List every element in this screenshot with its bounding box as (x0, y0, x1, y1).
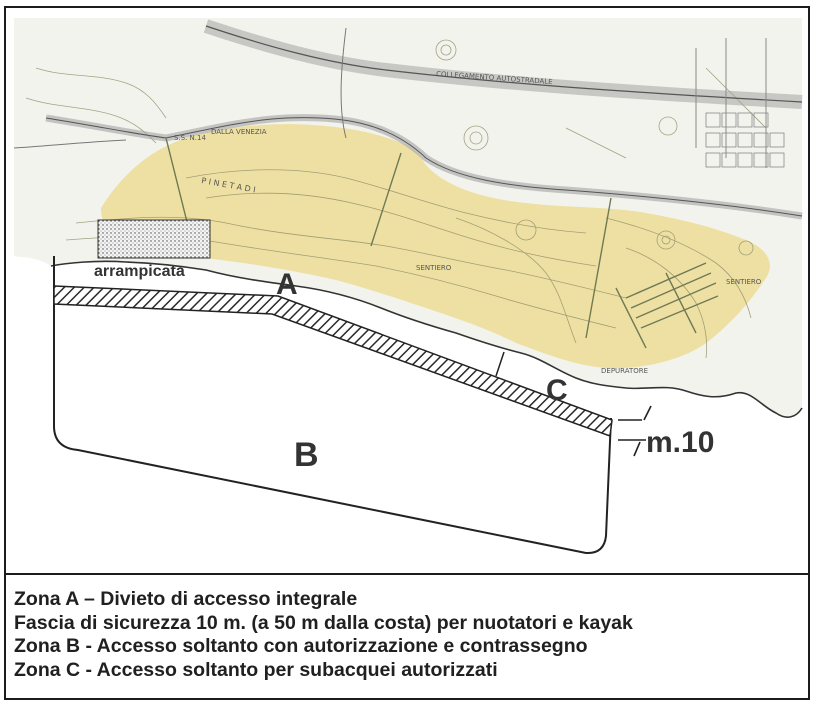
legend-safety-strip: Fascia di sicurezza 10 m. (a 50 m dalla costa) per nuotatori e kayak (14, 611, 633, 634)
arrampicata-label: arrampicata (94, 263, 185, 280)
legend-zone-b: Zona B - Accesso soltanto con autorizzazione e contrassegno (14, 635, 588, 657)
figure-frame (4, 6, 810, 700)
label-pineta: P I N E T A D I (200, 176, 257, 195)
legend (14, 588, 804, 682)
map-legend-divider (6, 573, 808, 575)
label-dalla-venezia: DALLA VENEZIA (211, 128, 267, 136)
zone-b-label: B (294, 436, 319, 474)
zone-c-label: C (546, 374, 568, 407)
label-sentiero: SENTIERO (416, 264, 452, 272)
coastal-map (6, 8, 808, 573)
zone-c-divider (496, 352, 504, 376)
legend-zone-a: Zona A – Divieto di accesso integrale (14, 588, 358, 610)
label-ss-n14: S.S. N.14 (174, 134, 206, 142)
label-collegamento: COLLEGAMENTO AUTOSTRADALE (435, 70, 553, 87)
arrampicata-area (98, 220, 210, 258)
legend-zone-c: Zona C - Accesso soltanto per subacquei autorizzati (14, 658, 498, 681)
distance-label: m.10 (646, 426, 715, 459)
label-depuratore: DEPURATORE (601, 367, 649, 375)
zone-a-label: A (276, 268, 298, 301)
label-sentiero-2: SENTIERO (726, 278, 762, 286)
